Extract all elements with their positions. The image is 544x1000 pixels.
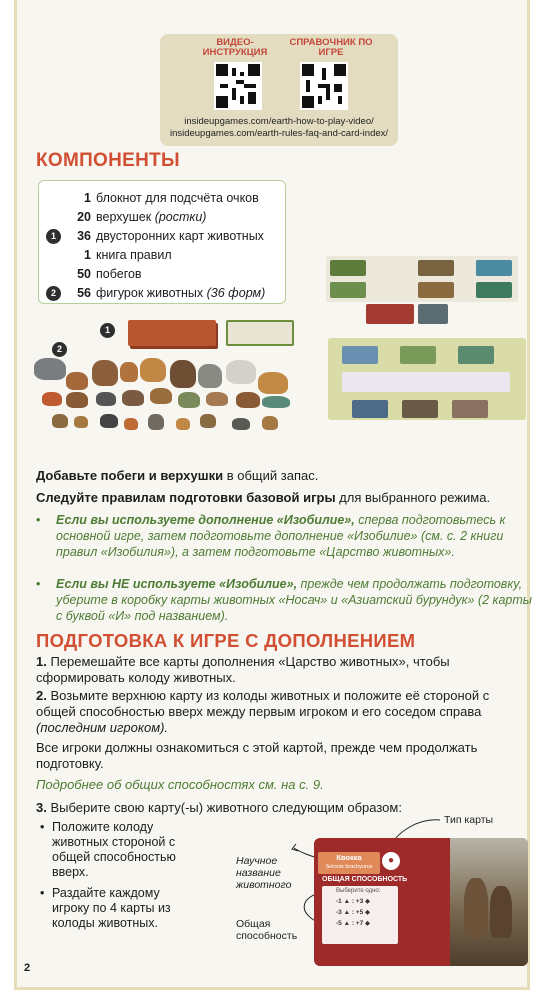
card-red-image — [366, 304, 414, 324]
components-list — [38, 180, 286, 304]
game-board-image — [328, 338, 526, 420]
qr-icon — [302, 64, 346, 108]
annotation-ability: Общая способность — [236, 918, 298, 942]
bullet-dot: • — [40, 886, 45, 900]
score-board-image — [326, 256, 518, 302]
qr-code-video[interactable] — [214, 62, 262, 110]
all-players-note: Все игроки должны ознакомиться с этой картой, прежде чем продолжать подготовку. — [36, 740, 478, 771]
list-item: 1 36 двусторонних карт животных — [39, 227, 285, 246]
annotation-scientific-name: Научное название животного — [236, 855, 292, 891]
list-item: 1 блокнот для подсчёта очков — [84, 191, 259, 205]
page-number: 2 — [24, 962, 31, 974]
step-2: 2. Возьмите верхнюю карту из колоды животных и положите её стороной с общей способностью вверх между первым игроком и его соседом справа (последним игроком). — [36, 688, 490, 735]
qr-icon — [216, 64, 260, 108]
card-animal-name: Квокка — [336, 853, 362, 862]
bullet-deal-cards: Раздайте каждому игроку по 4 карты из колоды животных. — [52, 886, 171, 930]
annotation-card-type: Тип карты — [444, 814, 494, 826]
rules-label: СПРАВОЧНИК ПО ИГРЕ — [289, 37, 373, 58]
badge-cards-image: 1 — [100, 323, 115, 338]
qr-code-rules[interactable] — [300, 62, 348, 110]
qr-panel — [160, 34, 398, 146]
badge-figures: 2 — [46, 286, 61, 301]
animal-card-back — [226, 320, 294, 346]
card-name-plate — [318, 852, 380, 874]
qr-url-video[interactable]: insideupgames.com/earth-how-to-play-video/ — [184, 116, 374, 127]
bullet-place-deck: Положите колоду животных стороной с общей способностью вверх. — [52, 820, 176, 879]
step-3: 3. Выберите свою карту(-ы) животного следующим образом: — [36, 800, 402, 815]
expansion-title: ПОДГОТОВКА К ИГРЕ С ДОПОЛНЕНИЕМ — [36, 630, 416, 651]
card-ability-title: ОБЩАЯ СПОСОБНОСТЬ — [322, 876, 408, 883]
badge-cards: 1 — [46, 229, 61, 244]
list-item: 50 побегов — [77, 267, 142, 281]
card-latin-name: Setonix brachyurus — [325, 864, 373, 870]
video-label: ВИДЕО-ИНСТРУКЦИЯ — [202, 37, 268, 58]
card-photo-image — [418, 304, 448, 324]
setup-line-2: Следуйте правилам подготовки базовой игры для выбранного режима. — [36, 490, 491, 505]
more-info-note: Подробнее об общих способностях см. на с. 9. — [36, 777, 324, 792]
badge-figures-image: 2 — [52, 342, 67, 357]
card-type-icon: ● — [382, 852, 400, 870]
setup-line-1: Добавьте побеги и верхушки в общий запас. — [36, 468, 319, 483]
bullet-dot: • — [40, 820, 45, 834]
animal-photo — [450, 838, 528, 966]
list-item: 20 верхушек (ростки) — [77, 210, 207, 224]
sample-animal-card — [314, 838, 528, 966]
animal-cards-stack — [128, 320, 216, 346]
card-ability-box: Выберите одно: -1 ▲ : +3 ◆ -3 ▲ : +5 ◆ -5 ▲ : +7 ◆ — [322, 886, 398, 944]
components-title: КОМПОНЕНТЫ — [36, 150, 180, 171]
qr-url-rules[interactable]: insideupgames.com/earth-rules-faq-and-card-index/ — [169, 128, 389, 139]
list-item: 2 56 фигурок животных (36 форм) — [39, 284, 285, 303]
step-1: 1. Перемешайте все карты дополнения «Царство животных», чтобы сформировать колоду животных. — [36, 654, 450, 685]
list-item: 1 книга правил — [84, 248, 172, 262]
